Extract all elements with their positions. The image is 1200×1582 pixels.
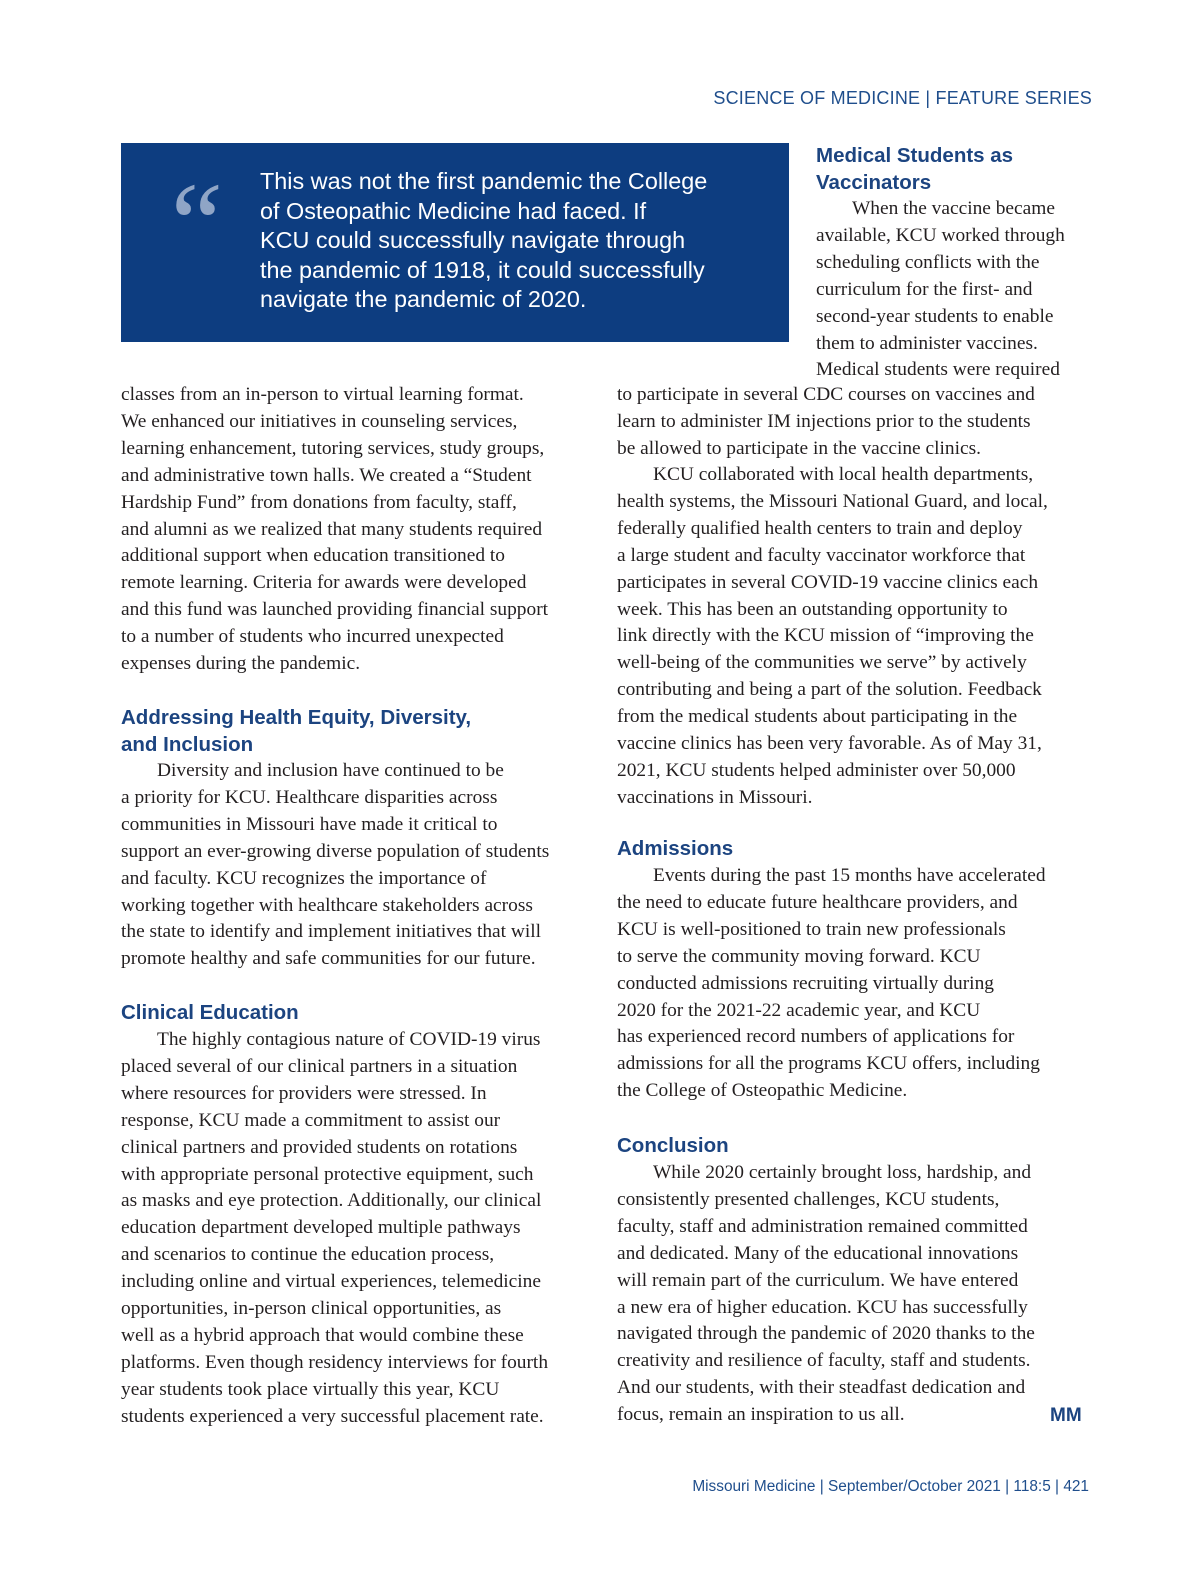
text-line: 2021, KCU students helped administer over 50,000	[617, 759, 1016, 781]
text-line: Events during the past 15 months have accelerated	[653, 865, 1046, 886]
text-line: And our students, with their steadfast dedication and	[617, 1377, 1026, 1399]
text-line: contributing and being a part of the solution. Feedback	[617, 679, 1042, 701]
text-line: well as a hybrid approach that would combine these	[121, 1324, 524, 1346]
text-line: communities in Missouri have made it critical to	[121, 813, 498, 835]
text-line: We enhanced our initiatives in counseling services,	[121, 410, 518, 432]
pull-quote-line: KCU could successfully navigate through	[260, 227, 686, 253]
text-line: as masks and eye protection. Additionally, our clinical	[121, 1190, 542, 1212]
text-line: When the vaccine became	[852, 198, 1055, 219]
text-line: working together with healthcare stakeholders across	[121, 894, 533, 916]
text-line: consistently presented challenges, KCU students,	[617, 1188, 1000, 1210]
text-line: the College of Osteopathic Medicine.	[617, 1080, 908, 1102]
running-header: SCIENCE OF MEDICINE | FEATURE SERIES	[713, 88, 1092, 108]
text-line: federally qualified health centers to train and deploy	[617, 517, 1023, 539]
pull-quote-text	[260, 167, 770, 315]
text-line: the need to educate future healthcare providers, and	[617, 891, 1018, 913]
text-line: response, KCU made a commitment to assist our	[121, 1109, 501, 1131]
text-line: and faculty. KCU recognizes the importance of	[121, 867, 487, 889]
text-line: vaccinations in Missouri.	[617, 786, 813, 808]
end-mark: MM	[1050, 1405, 1082, 1426]
text-line: faculty, staff and administration remained committed	[617, 1215, 1028, 1237]
text-line: link directly with the KCU mission of “improving the	[617, 625, 1034, 647]
conclusion-paragraph	[617, 1160, 1035, 1429]
collaboration-paragraph	[617, 462, 1048, 812]
text-line: and this fund was launched providing financial support	[121, 599, 549, 621]
text-line: classes from an in-person to virtual learning format.	[121, 384, 524, 405]
text-line: Diversity and inclusion have continued to be	[157, 760, 504, 781]
text-line: and scenarios to continue the education process,	[121, 1244, 495, 1266]
text-line: second-year students to enable	[816, 305, 1054, 327]
text-line: the state to identify and implement initiatives that will	[121, 921, 542, 943]
text-line: from the medical students about participating in the	[617, 706, 1018, 728]
section-heading-clinical: Clinical Education	[121, 1001, 299, 1024]
text-line: KCU is well-positioned to train new professionals	[617, 918, 1006, 940]
text-line: with appropriate personal protective equipment, such	[121, 1163, 534, 1185]
pull-quote-line: the pandemic of 1918, it could successfully	[260, 256, 705, 283]
text-line: remote learning. Criteria for awards were developed	[121, 572, 527, 594]
vaccinators-paragraph-bottom	[617, 382, 1035, 463]
text-line: Hardship Fund” from donations from faculty, staff,	[121, 491, 517, 513]
page-footer: Missouri Medicine | September/October 2021 | 118:5 | 421	[692, 1478, 1089, 1495]
pull-quote-line: This was not the first pandemic the College	[260, 168, 708, 194]
equity-paragraph	[121, 758, 549, 973]
text-line: a priority for KCU. Healthcare disparities across	[121, 786, 498, 808]
text-line: and alumni as we realized that many students required	[121, 518, 543, 540]
heading-line: and Inclusion	[121, 733, 254, 756]
text-line: scheduling conflicts with the	[816, 251, 1040, 273]
text-line: promote healthy and safe communities for our future.	[121, 948, 536, 970]
text-line: admissions for all the programs KCU offers, including	[617, 1053, 1040, 1075]
text-line: opportunities, in-person clinical opportunities, as	[121, 1298, 502, 1320]
text-line: including online and virtual experiences, telemedicine	[121, 1271, 541, 1293]
section-heading-admissions: Admissions	[617, 837, 734, 860]
text-line: KCU collaborated with local health departments,	[653, 464, 1034, 485]
text-line: creativity and resilience of faculty, staff and students.	[617, 1350, 1031, 1372]
text-line: participates in several COVID-19 vaccine clinics each	[617, 571, 1039, 593]
text-line: to serve the community moving forward. KCU	[617, 945, 981, 967]
pull-quote-line: of Osteopathic Medicine had faced. If	[260, 197, 647, 224]
text-line: be allowed to participate in the vaccine clinics.	[617, 437, 981, 459]
section-heading-conclusion: Conclusion	[617, 1134, 729, 1157]
text-line: Medical students were required	[816, 359, 1060, 381]
pull-quote-line: navigate the pandemic of 2020.	[260, 286, 587, 312]
section-heading-vaccinators	[816, 142, 1013, 196]
section-heading-equity	[121, 704, 471, 758]
text-line: focus, remain an inspiration to us all.	[617, 1404, 905, 1426]
text-line: The highly contagious nature of COVID-19 virus	[157, 1029, 541, 1050]
vaccinators-paragraph-top	[816, 196, 1065, 384]
heading-line: Vaccinators	[816, 171, 932, 194]
text-line: support an ever-growing diverse population of students	[121, 840, 550, 862]
text-line: a new era of higher education. KCU has successfully	[617, 1296, 1028, 1318]
text-line: will remain part of the curriculum. We have entered	[617, 1269, 1019, 1291]
text-line: where resources for providers were stressed. In	[121, 1082, 487, 1104]
clinical-paragraph	[121, 1027, 548, 1431]
text-line: placed several of our clinical partners in a situation	[121, 1055, 518, 1077]
text-line: to participate in several CDC courses on vaccines and	[617, 384, 1035, 405]
text-line: vaccine clinics has been very favorable. As of May 31,	[617, 733, 1042, 755]
text-line: learning enhancement, tutoring services, study groups,	[121, 437, 545, 459]
text-line: well-being of the communities we serve” by actively	[617, 652, 1027, 674]
admissions-paragraph	[617, 863, 1046, 1105]
text-line: platforms. Even though residency interviews for fourth	[121, 1351, 549, 1373]
text-line: and administrative town halls. We created a “Student	[121, 464, 532, 486]
quote-mark-icon: “	[159, 158, 225, 289]
text-line: education department developed multiple pathways	[121, 1217, 521, 1239]
text-line: health systems, the Missouri National Guard, and local,	[617, 490, 1048, 512]
text-line: learn to administer IM injections prior to the students	[617, 410, 1031, 432]
text-line: additional support when education transitioned to	[121, 545, 505, 567]
text-line: curriculum for the first- and	[816, 278, 1033, 300]
text-line: has experienced record numbers of applications for	[617, 1026, 1015, 1048]
text-line: to a number of students who incurred unexpected	[121, 626, 504, 648]
heading-line: Medical Students as	[816, 144, 1014, 167]
text-line: clinical partners and provided students on rotations	[121, 1136, 518, 1158]
pull-quote-box	[121, 143, 789, 342]
text-line: them to administer vaccines.	[816, 332, 1038, 354]
text-line: conducted admissions recruiting virtually during	[617, 972, 994, 994]
text-line: navigated through the pandemic of 2020 thanks to the	[617, 1323, 1035, 1345]
text-line: 2020 for the 2021-22 academic year, and KCU	[617, 999, 981, 1021]
continued-paragraph	[121, 382, 548, 678]
heading-line: Addressing Health Equity, Diversity,	[121, 706, 472, 729]
text-line: expenses during the pandemic.	[121, 653, 361, 675]
text-line: available, KCU worked through	[816, 224, 1065, 246]
text-line: week. This has been an outstanding opportunity to	[617, 598, 1008, 620]
text-line: and dedicated. Many of the educational innovations	[617, 1242, 1019, 1264]
text-line: year students took place virtually this year, KCU	[121, 1378, 500, 1400]
text-line: students experienced a very successful placement rate.	[121, 1405, 544, 1427]
text-line: a large student and faculty vaccinator workforce that	[617, 544, 1026, 566]
text-line: While 2020 certainly brought loss, hardship, and	[653, 1162, 1032, 1183]
